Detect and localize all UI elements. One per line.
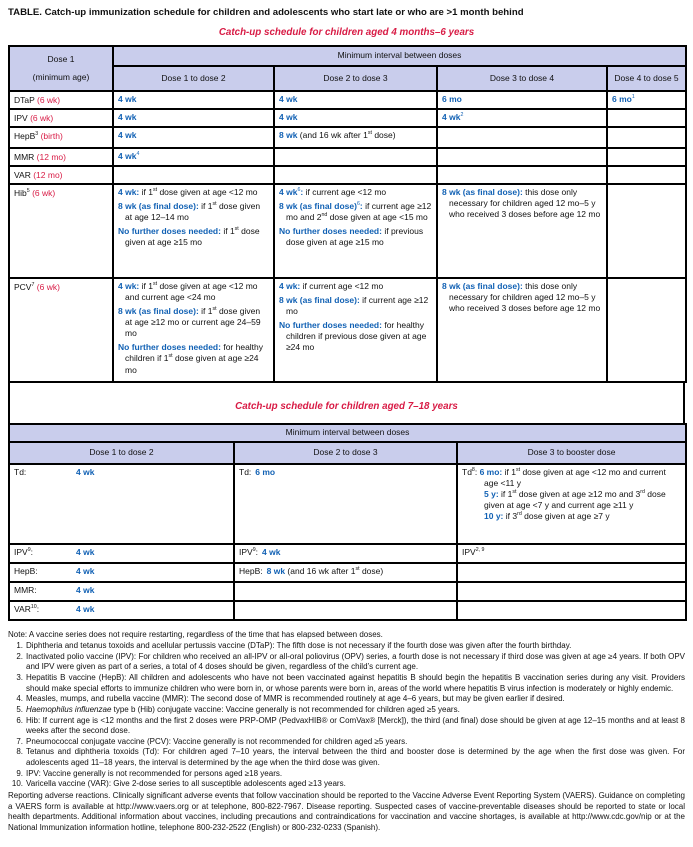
footnote-number: 8. [16,747,23,757]
interval-cell: 8 wk (and 16 wk after 1st dose) [274,127,437,148]
footnote-text: Hib: If current age is <12 months and the first 2 doses were PRP-OMP (PedvaxHIB® or ComVax® [Merck]), the third (and final) dose should be given at age 12–15 months and at least 8 weeks after the second dose. [26,715,685,736]
interval-value: 4 wk [76,584,95,595]
vaccine-row-var2 [9,601,686,620]
vaccine-label: HepB: [14,565,38,576]
interval-cell: IPV$^{2, 9}$ [457,544,686,563]
vaccine-label: IPV$^9$: [239,546,259,557]
interval-cell [437,127,607,148]
vaccine-row-hepb2 [9,563,686,582]
interval-cell: 8 wk (as final dose): this dose only necessary for children aged 12 mo–5 y who received 3 doses before age 12 mo [437,184,607,278]
schedule2-title-band [8,383,685,423]
interval-cell [9,601,234,620]
interval-cell [607,148,686,166]
interval-cell [607,127,686,148]
footnote-item [8,705,685,716]
footnote-number: 5. [16,704,23,714]
interval-cell: 6 $mo^1$ [607,91,686,109]
footnote-text: IPV: Vaccine generally is not recommended for persons aged ≥18 years. [26,768,283,778]
interval-cell [274,148,437,166]
footnote-text: Haemophilus influenzae type b (Hib) conjugate vaccine: Vaccine generally is not recommended for children aged ≥5 years. [26,704,460,714]
footnote-number: 9. [16,768,23,778]
interval-cell [437,166,607,184]
interval-cell: 4 wk [274,109,437,127]
interval-value: 8 wk (and 16 wk after 1st dose) [266,565,384,576]
footnote-item [8,673,685,694]
interval-cell [457,582,686,601]
footnote-number: 6. [16,715,23,725]
interval-cell [607,184,686,278]
corner-header-cell [9,46,113,91]
vaccine-row-ipv [9,109,686,127]
vaccine-name-cell: Hib$^5$ (6 wk) [9,184,113,278]
footnote-item [8,779,685,790]
vaccine-label: VAR$^{10}$: [14,603,40,614]
interval-value: 4 wk [76,603,95,614]
vaccine-label: Td: [239,466,252,477]
footnote-note: Note: A vaccine series does not require restarting, regardless of the time that has elapsed between doses. [8,629,383,639]
document-title: TABLE. Catch-up immunization schedule for children and adolescents who start late or who are >1 month behind [8,7,524,18]
interval-cell [9,563,234,582]
schedule1-header-row-1 [9,46,686,66]
dose-header-d2-d3: Dose 2 to dose 3 [234,442,457,464]
vaccine-label: MMR: [14,584,37,595]
vaccine-row-mmr [9,148,686,166]
interval-cell: 4 $wk^2$ [437,109,607,127]
interval-cell [234,582,457,601]
interval-cell [113,166,274,184]
interval-header-cell: Minimum interval between doses [113,46,686,66]
vaccine-name-cell: MMR (12 mo) [9,148,113,166]
interval-cell [274,166,437,184]
dose-header-d1-d2: Dose 1 to dose 2 [9,442,234,464]
footnote-number: 7. [16,736,23,746]
interval-cell [437,148,607,166]
footnote-number: 3. [16,673,23,683]
dose-header-d4-d5: Dose 4 to dose 5 [607,66,686,91]
vaccine-label: HepB: [239,565,263,576]
corner-header-line1: Dose 1 [47,54,75,65]
vaccine-row-pcv [9,278,686,381]
footnote-text: Pneumococcal conjugate vaccine (PCV): Vaccine generally is not recommended for children aged ≥5 years. [26,736,408,746]
interval-cell [607,278,686,381]
interval-cell: 4 wk: if 1st dose given at age <12 mo and current age <24 mo 8 wk (as final dose): if 1st dose given at age ≥12 mo or current age 24–59 mo No further doses needed: for healthy children if 1st dose given at age ≥24 mo [113,278,274,381]
interval-value: 4 wk [76,546,95,557]
footnote-text: Varicella vaccine (VAR): Give 2-dose series to all susceptible adolescents aged ≥13 years. [26,779,346,789]
interval-cell [9,582,234,601]
interval-cell: 6 mo [437,91,607,109]
interval-cell [9,464,234,544]
vaccine-row-hib [9,184,686,278]
footnote-item [8,737,685,748]
vaccine-row-td [9,464,686,544]
interval-cell: 4 wk [113,127,274,148]
interval-cell [457,601,686,620]
footnote-item [8,716,685,737]
vaccine-name-cell: IPV (6 wk) [9,109,113,127]
interval-cell: 4 wk [113,91,274,109]
dose-header-d2-d3: Dose 2 to dose 3 [274,66,437,91]
vaccine-name-cell: VAR (12 mo) [9,166,113,184]
schedule2-section-title: Catch-up schedule for children aged 7–18 years [235,401,458,413]
vaccine-label: IPV$^9$: [14,546,34,557]
footnote-item [8,769,685,780]
interval-value: 4 wk [262,546,281,557]
interval-cell: 4 $wk^6$: if current age <12 mo 8 wk (as final dose)$^6$: if current age ≥12 mo and 2nd dose given at age <15 mo No further doses needed: if previous dose given at age ≥15 mo [274,184,437,278]
footnote-text: Measles, mumps, and rubella vaccine (MMR): The second dose of MMR is recommended routinely at age 4–6 years, but may be given earlier if desired. [26,694,565,704]
footnote-text: Hepatitis B vaccine (HepB): All children and adolescents who have not been vaccinated against hepatitis B should begin the hepatitis B vaccination series during any visit. Providers should make special efforts to immunize children who were born in, or whose parents were born in, areas of the world where hepatitis B virus infection is moderately or highly endemic. [26,673,685,693]
footnote-item [8,641,685,652]
schedule2-header-row-2 [9,442,686,464]
vaccine-row-var [9,166,686,184]
vaccine-label: Td: [14,466,27,477]
interval-cell [234,601,457,620]
dose-header-d3-booster: Dose 3 to booster dose [457,442,686,464]
dose-header-d1-d2: Dose 1 to dose 2 [113,66,274,91]
schedule1-table [8,45,687,383]
footnote-number: 4. [16,694,23,704]
interval-cell: 4 wk: if 1st dose given at age <12 mo 8 wk (as final dose): if 1st dose given at age 12–14 mo No further doses needed: if 1st dose given at age ≥15 mo [113,184,274,278]
footnote-item [8,694,685,705]
interval-cell: 4 wk [113,109,274,127]
vaccine-name-cell: PCV$^7$ (6 wk) [9,278,113,381]
interval-cell: 4 wk: if current age <12 mo 8 wk (as final dose): if current age ≥12 mo No further doses needed: for healthy children if previous dose given at age ≥24 mo [274,278,437,381]
interval-cell [607,166,686,184]
footnote-item [8,747,685,768]
vaccine-row-ipv2 [9,544,686,563]
footnote-number: 2. [16,651,23,661]
schedule2-header-row-1 [9,424,686,442]
interval-value: 4 wk [76,565,95,576]
corner-header-line2: (minimum age) [32,71,90,82]
footnote-number: 1. [16,641,23,651]
interval-cell [607,109,686,127]
interval-cell [234,563,457,582]
interval-cell: Td$^8$: 6 mo: if 1st dose given at age <12 mo and current age <11 y 5 y: if 1st dose given at age ≥12 mo and 3rd dose given at age <7 y and current age ≥11 y 10 y: if 3rd dose given at age ≥7 y [457,464,686,544]
vaccine-name-cell: HepB$^3$ (birth) [9,127,113,148]
interval-value: 4 wk [76,466,95,477]
schedule2-table [8,423,687,621]
interval-cell [457,563,686,582]
footnote-text: Tetanus and diphtheria toxoids (Td): For children aged 7–10 years, the interval between the third and booster dose is determined by the age when the first dose was given. For adolescents aged 11–18 years, the interval is determined by the age when the third dose was given. [26,747,685,768]
vaccine-row-hepb [9,127,686,148]
interval-cell: 8 wk (as final dose): this dose only necessary for children aged 12 mo–5 y who received 3 doses before age 12 mo [437,278,607,381]
interval-header-cell: Minimum interval between doses [9,424,686,442]
interval-cell [9,544,234,563]
interval-cell [234,544,457,563]
footnote-number: 10. [11,779,23,789]
schedule1-section-title: Catch-up schedule for children aged 4 months–6 years [218,27,475,38]
dose-header-d3-d4: Dose 3 to dose 4 [437,66,607,91]
footnote-item [8,652,685,673]
vaccine-row-mmr2 [9,582,686,601]
interval-value: 6 mo [255,466,276,477]
footnote-text: Inactivated polio vaccine (IPV): For children who received an all-IPV or all-oral poliovirus (OPV) series, a fourth dose is not necessary if third dose was given at age ≥4 years. If both OPV and IPV were given as part of a series, a total of 4 doses should be given, regardless of the child’s current age. [26,651,685,672]
reporting-paragraph: Reporting adverse reactions. Clinically significant adverse events that follow vaccination should be reported to the Vaccine Adverse Event Reporting System (VAERS). Guidance on completing a VAERS form is available at http://www.vaers.org or at telephone, 800-822-7967. Disease reporting. Suspected cases of vaccine-preventable diseases should be reported to state or local health departments. Additional information about vaccines, including precautions and contraindications for vaccination and vaccine shortages, is available at http://www.cdc.gov/nip or at the National Immunization information hotline, telephone 800-232-2522 (English) or 800-232-0233 (Spanish). [8,790,685,832]
vaccine-name-cell: DTaP (6 wk) [9,91,113,109]
footnotes-section [8,630,685,834]
vaccine-row-dtap [9,91,686,109]
footnote-text: Diphtheria and tetanus toxoids and acellular pertussis vaccine (DTaP): The fifth dose is not necessary if the fourth dose was given after the fourth birthday. [26,641,572,651]
interval-cell: 4 $wk^4$ [113,148,274,166]
interval-cell: 4 wk [274,91,437,109]
interval-cell [234,464,457,544]
